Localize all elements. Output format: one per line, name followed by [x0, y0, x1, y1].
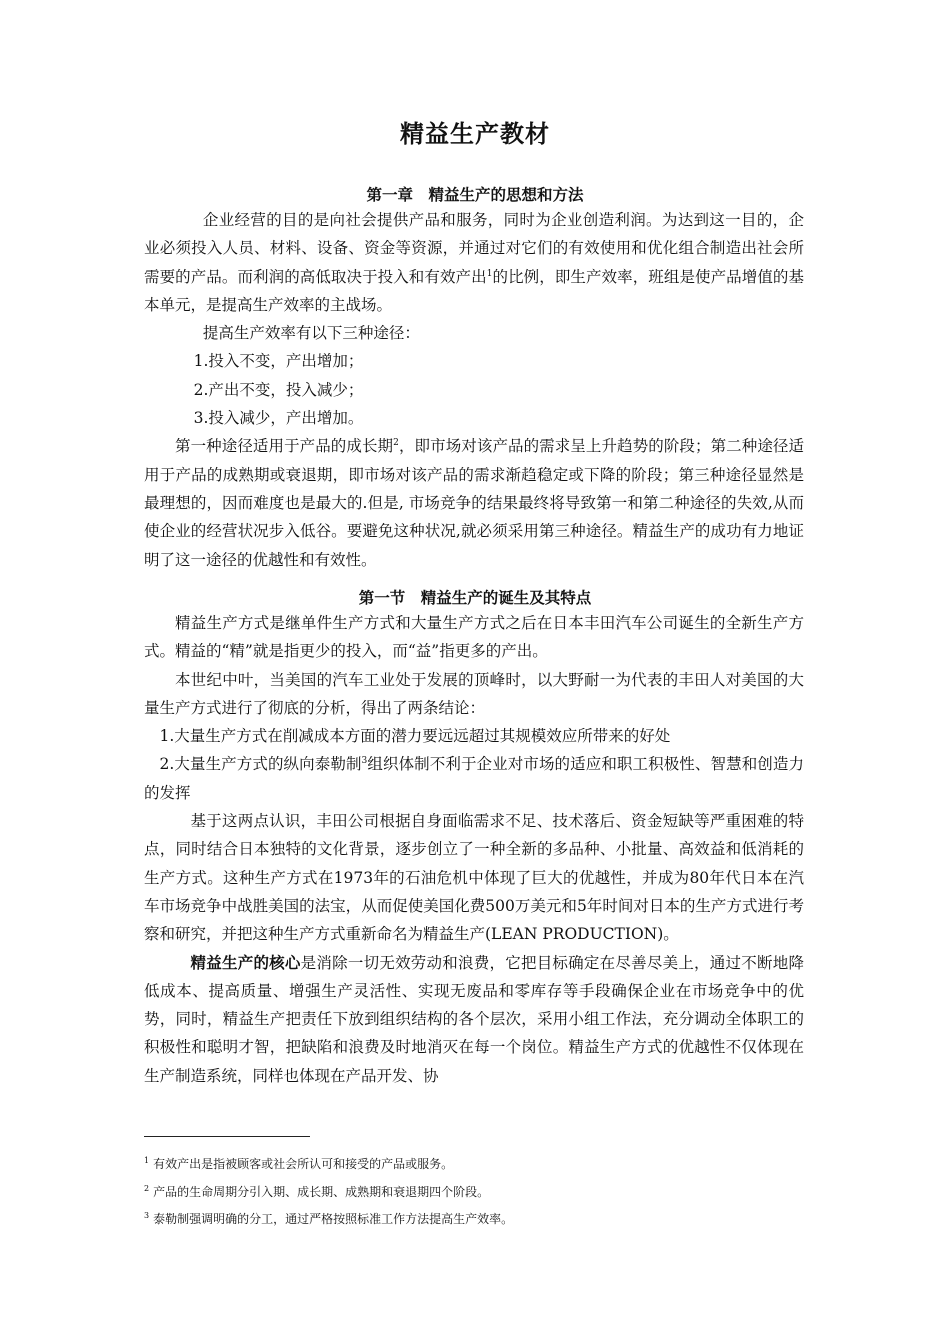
list-item	[144, 750, 804, 807]
paragraph-text: 企业经营的目的是向社会提供产品和服务，同时为企业创造利润。为达到这一目的，企业必须投入人员、材料、设备、资金等资源，并通过对它们的有效使用和优化组合制造出社会所需要的产品。而利润的高低取决于投入和有效产出	[144, 211, 804, 286]
paragraph-text: 的比例，即生产效率，班组是使产品增值的基本单元，是提高生产效率的主战场。	[144, 267, 804, 314]
paragraph	[144, 432, 804, 573]
list-item: 1.大量生产方式在削减成本方面的潜力要远远超过其规模效应所带来的好处	[159, 727, 671, 746]
section-body	[144, 609, 804, 1090]
footnote-text: 产品的生命周期分引入期、成长期、成熟期和衰退期四个阶段。	[153, 1184, 490, 1199]
section-heading: 第一节 精益生产的诞生及其特点	[358, 589, 592, 607]
paragraph: 精益生产方式是继单件生产方式和大量生产方式之后在日本丰田汽车公司诞生的全新生产方式。精益的“精”就是指更少的投入，而“益”指更多的产出。	[144, 614, 804, 661]
paragraph-text: 是消除一切无效劳动和浪费，它把目标确定在尽善尽美上，通过不断地降低成本、提高质量、增强生产灵活性、实现无废品和零库存等手段确保企业在市场竞争中的优势，同时，精益生产把责任下放到组织结构的各个层次，采用小组工作法，充分调动全体职工的积极性和聪明才智，把缺陷和浪费及时地消灭在每一个岗位。精益生产方式的优越性不仅体现在生产制造系统，同样也体现在产品开发、协	[144, 953, 804, 1085]
list-item: 1.投入不变，产出增加；	[193, 352, 364, 371]
chapter-intro	[144, 206, 804, 574]
document-title: 精益生产教材	[400, 120, 550, 148]
footnote-mark: 2	[144, 1183, 150, 1193]
footnote-ref[interactable]: 3	[361, 756, 368, 767]
footnote-text: 泰勒制强调明确的分工，通过严格按照标准工作方法提高生产效率。	[153, 1212, 514, 1226]
paragraph-text: ，即市场对该产品的需求呈上升趋势的阶段；第二种途径适用于产品的成熟期或衰退期，即市场对该产品的需求渐趋稳定或下降的阶段；第三种途径显然是最理想的，因而难度也是最大的.但是, 市场竞争的结果最终将导致第一和第二种途径的失效,从而使企业的经营状况步入低谷。要避免这种状况,就必须采用第三种途径。精益生产的成功有力地证明了这一途径的优越性和有效性。	[144, 437, 804, 569]
paragraph: 基于这两点认识，丰田公司根据自身面临需求不足、技术落后、资金短缺等严重困难的特点，同时结合日本独特的文化背景，逐步创立了一种全新的多品种、小批量、高效益和低消耗的生产方式。这种生产方式在1973年的石油危机中体现了巨大的优越性，并成为80年代日本在汽车市场竞争中战胜美国的法宝，从而促使美国化费500万美元和5年时间对日本的生产方式进行考察和研究，并把这种生产方式重新命名为精益生产(LEAN PRODUCTION)。	[144, 812, 804, 944]
footnote-ref[interactable]: 1	[486, 268, 493, 279]
paragraph	[144, 206, 804, 319]
footnote-ref[interactable]: 2	[393, 438, 399, 449]
footnote	[144, 1206, 804, 1234]
paragraph-text: 第一种途径适用于产品的成长期	[175, 437, 394, 456]
footnote	[144, 1179, 804, 1207]
chapter-heading: 第一章 精益生产的思想和方法	[366, 186, 584, 204]
footnotes	[144, 1151, 804, 1234]
footnote-mark: 3	[144, 1211, 150, 1220]
list-item: 3.投入减少，产出增加。	[193, 409, 364, 428]
paragraph: 提高生产效率有以下三种途径：	[202, 324, 420, 343]
paragraph: 本世纪中叶，当美国的汽车工业处于发展的顶峰时，以大野耐一为代表的丰田人对美国的大量生产方式进行了彻底的分析，得出了两条结论：	[144, 670, 804, 717]
footnote	[144, 1151, 804, 1179]
footnote-mark: 1	[144, 1156, 150, 1165]
list-item-text: 2.大量生产方式的纵向泰勒制	[159, 755, 362, 774]
footnote-text: 有效产出是指被顾客或社会所认可和接受的产品或服务。	[153, 1157, 454, 1171]
emphasis-text: 精益生产的核心	[190, 953, 301, 972]
paragraph	[144, 949, 804, 1090]
list-item: 2.产出不变，投入减少；	[193, 380, 364, 399]
footnote-divider	[144, 1136, 310, 1137]
list-item-text: 组织体制不利于企业对市场的适应和职工积极性、智慧和创造力的发挥	[144, 755, 804, 802]
